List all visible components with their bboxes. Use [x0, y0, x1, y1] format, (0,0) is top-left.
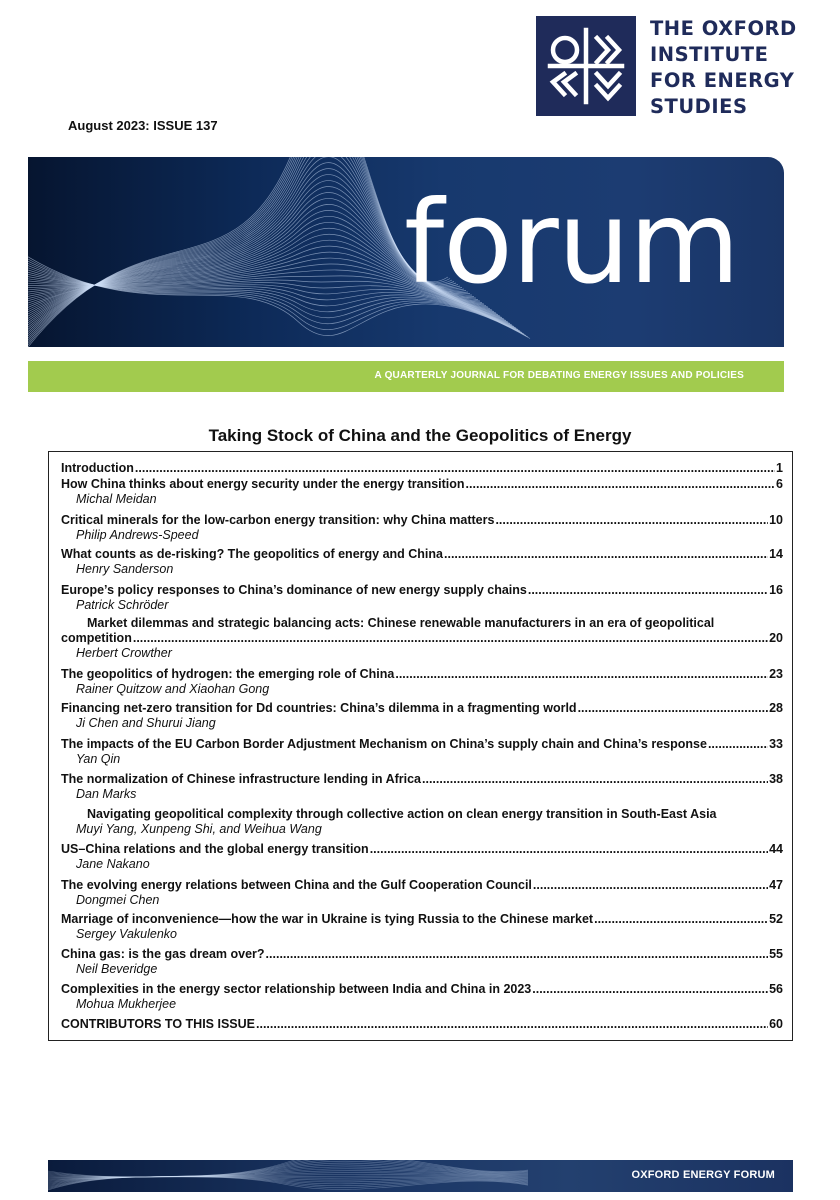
toc-title: Critical minerals for the low-carbon energy transition: why China matters — [61, 513, 495, 527]
toc-page: 60 — [769, 1017, 783, 1031]
table-of-contents — [48, 451, 793, 1041]
toc-entry — [61, 842, 783, 872]
toc-title: The evolving energy relations between China and the Gulf Cooperation Council — [61, 878, 532, 892]
institute-name-line: INSTITUTE — [650, 43, 769, 66]
toc-author: Sergey Vakulenko — [76, 927, 177, 941]
toc-title: The normalization of Chinese infrastructure lending in Africa — [61, 772, 421, 786]
toc-page: 28 — [769, 701, 783, 715]
toc-entry — [61, 878, 783, 908]
toc-author: Michal Meidan — [76, 492, 157, 506]
toc-author: Herbert Crowther — [76, 646, 172, 660]
toc-entry — [61, 982, 783, 1012]
toc-page: 56 — [769, 982, 783, 996]
toc-page: 47 — [769, 878, 783, 892]
toc-title: Complexities in the energy sector relationship between India and China in 2023 — [61, 982, 532, 996]
toc-title: Europe’s policy responses to China’s dominance of new energy supply chains — [61, 583, 527, 597]
toc-title: The geopolitics of hydrogen: the emerging role of China — [61, 667, 395, 681]
toc-title: What counts as de-risking? The geopolitics of energy and China — [61, 547, 443, 561]
toc-entry — [61, 947, 783, 977]
toc-title: CONTRIBUTORS TO THIS ISSUE — [61, 1017, 256, 1031]
toc-author: Dongmei Chen — [76, 893, 160, 907]
toc-title: Marriage of inconvenience—how the war in Ukraine is tying Russia to the Chinese market — [61, 912, 594, 926]
toc-title: How China thinks about energy security under the energy transition — [61, 477, 465, 491]
journal-tagline: A QUARTERLY JOURNAL FOR DEBATING ENERGY ISSUES AND POLICIES — [374, 370, 744, 381]
toc-author: Rainer Quitzow and Xiaohan Gong — [76, 682, 270, 696]
toc-page: 20 — [769, 631, 783, 645]
institute-name-line: THE OXFORD — [650, 17, 797, 40]
toc-author: Philip Andrews-Speed — [76, 528, 199, 542]
toc-page: 14 — [769, 547, 783, 561]
toc-entry — [61, 912, 783, 942]
toc-title: The impacts of the EU Carbon Border Adjustment Mechanism on China’s supply chain and China’s response — [61, 737, 707, 751]
toc-entry — [61, 616, 783, 661]
toc-author: Mohua Mukherjee — [76, 997, 177, 1011]
toc-title: US–China relations and the global energy transition — [61, 842, 369, 856]
toc-page: 10 — [769, 513, 783, 527]
institute-name — [650, 16, 825, 120]
toc-author: Neil Beveridge — [76, 962, 158, 976]
oies-logo-mark — [536, 16, 636, 116]
forum-title: forum — [404, 176, 740, 309]
toc-author: Jane Nakano — [76, 857, 150, 871]
toc-entry — [61, 737, 783, 767]
issue-theme-title: Taking Stock of China and the Geopolitics of Energy — [208, 426, 632, 445]
toc-entry — [61, 513, 783, 543]
toc-entry — [61, 667, 783, 697]
toc-entry — [61, 772, 783, 802]
oies-emblem-icon — [536, 16, 636, 116]
wave-line — [28, 157, 452, 343]
institute-name-line: STUDIES — [650, 95, 748, 118]
institute-name-line: FOR ENERGY — [650, 69, 795, 92]
footer-bar — [48, 1160, 793, 1192]
issue-date: August 2023: ISSUE 137 — [68, 118, 218, 133]
toc-entry — [61, 807, 783, 837]
toc-page: 16 — [769, 583, 783, 597]
toc-author: Patrick Schröder — [76, 598, 169, 612]
wave-line — [28, 157, 464, 329]
toc-author: Ji Chen and Shurui Jiang — [76, 716, 216, 730]
toc-page: 6 — [776, 477, 783, 491]
toc-author: Dan Marks — [76, 787, 137, 801]
toc-title: China gas: is the gas dream over? — [61, 947, 265, 961]
wave-line — [28, 157, 448, 347]
toc-page: 1 — [776, 461, 783, 475]
toc-entry — [61, 461, 783, 476]
tagline-bar — [28, 361, 784, 392]
toc-title: Introduction — [61, 461, 134, 475]
toc-page: 52 — [769, 912, 783, 926]
toc-entry — [61, 583, 783, 613]
toc-entry — [61, 1017, 783, 1032]
toc-author: Henry Sanderson — [76, 562, 174, 576]
toc-author: Muyi Yang, Xunpeng Shi, and Weihua Wang — [76, 822, 322, 836]
toc-entry — [61, 477, 783, 507]
toc-entry — [61, 701, 783, 731]
toc-title-first-line: Market dilemmas and strategic balancing acts: Chinese renewable manufacturers in an era of geopolitical — [87, 616, 715, 630]
toc-author: Yan Qin — [76, 752, 121, 766]
toc-entry — [61, 547, 783, 577]
toc-page: 38 — [769, 772, 783, 786]
toc-page: 55 — [769, 947, 783, 961]
footer-label: OXFORD ENERGY FORUM — [631, 1169, 775, 1181]
toc-title: competition — [61, 631, 132, 645]
toc-title: Financing net-zero transition for Dd countries: China’s dilemma in a fragmenting world — [61, 701, 577, 715]
toc-page: 33 — [769, 737, 783, 751]
toc-page: 44 — [769, 842, 783, 856]
toc-page: 23 — [769, 667, 783, 681]
toc-title-first-line: Navigating geopolitical complexity through collective action on clean energy transition in South-East Asia — [87, 807, 717, 821]
